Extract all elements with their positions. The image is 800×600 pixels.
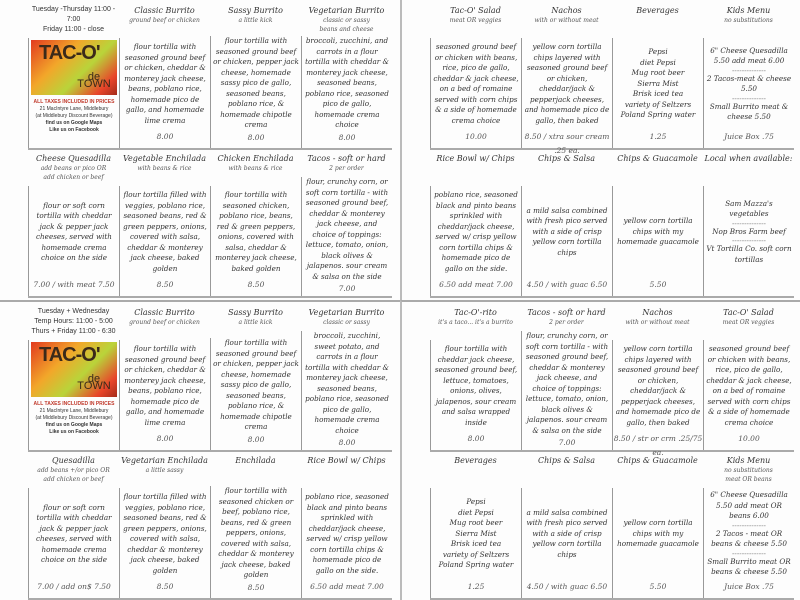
menu-page	[400, 0, 800, 300]
logo-text: TAC-O'	[39, 344, 100, 366]
item-description	[703, 186, 794, 278]
item-header	[430, 2, 521, 38]
item-price: 4.50 / with guac 6.50	[521, 580, 612, 598]
info-line: find us on Google Maps	[45, 120, 103, 126]
divider: --------------	[731, 218, 766, 228]
item-description	[119, 186, 210, 278]
item-title: Vegetarian Burrito	[308, 308, 385, 317]
description-line: Sierra Mist	[455, 528, 497, 538]
item-price: 8.50	[119, 278, 210, 296]
item-subtitle: with beans & rice	[137, 165, 192, 172]
description-line: flour or soft corn tortilla with cheddar jack & pepper jack cheeses, served with homemade crema choice on the side	[36, 502, 112, 564]
item-title: Rice Bowl w/ Chips	[307, 456, 386, 465]
item-description	[119, 488, 210, 580]
info	[28, 38, 119, 148]
description-line: Pepsi	[648, 47, 668, 57]
menu-item	[703, 304, 794, 450]
menu-item	[210, 150, 301, 296]
description-line: seasoned ground beef or chicken with beans, rice, pico de gallo, cheddar & jack cheese, on a bed of romaine served with corn chips & a side of homemade crema choice	[706, 344, 792, 427]
description-line: flour tortilla with cheddar jack cheese, seasoned ground beef, lettuce, tomatoes, onions, olives, jalapenos, sour cream and salsa wrapped inside	[434, 344, 518, 427]
item-price: 4.50 / with guac 6.50	[521, 278, 612, 296]
menu-item	[28, 2, 119, 148]
info-line: (at Middlebury Discount Beverage)	[35, 113, 113, 119]
menu-item	[119, 2, 210, 148]
item-price	[703, 278, 794, 296]
item-price: 1.25	[430, 580, 521, 598]
menu-item	[301, 304, 392, 450]
item-subtitle: classic or sassy	[323, 319, 370, 326]
info-line: (at Middlebury Discount Beverage)	[35, 415, 113, 421]
item-subtitle: add beans or pico OR	[40, 165, 107, 172]
menu-item	[119, 304, 210, 450]
item-subtitle: ground beef or chicken	[129, 17, 200, 24]
item-header	[521, 2, 612, 38]
item-title: Nachos	[642, 308, 673, 317]
menu-item	[28, 452, 119, 598]
description-line: diet Pepsi	[640, 57, 676, 67]
item-description	[28, 186, 119, 278]
description-line: yellow corn tortilla chips layered with seasoned ground beef or chicken, cheddar/jack & pepperjack cheeses, and homemade pico de gallo, then baked	[524, 42, 610, 125]
menu-row	[430, 304, 794, 457]
description-line: yellow corn tortilla chips with my homemade guacamole	[617, 216, 699, 247]
description-line: flour tortilla with seasoned ground beef or chicken, pepper jack cheese, homemade sassy pico de gallo, seasoned beans, poblano rice, & homemade chipotle crema	[213, 36, 299, 130]
description-line: Sierra Mist	[637, 78, 679, 88]
menu-item	[210, 452, 301, 598]
item-price: 8.00	[430, 432, 521, 450]
description-line: broccoli, zucchini, sweet potato, and carrots in a flour tortilla with cheddar & monterey jack cheese, seasoned beans, poblano rice, seasoned pico de gallo, homemade crema choice	[305, 331, 389, 435]
item-title: Rice Bowl w/ Chips	[436, 154, 515, 163]
item-header	[301, 2, 392, 36]
tax-notice: ALL TAXES INCLUDED IN PRICES	[33, 401, 115, 407]
hours-line: Friday 11:00 - close	[43, 26, 104, 33]
item-description	[430, 38, 521, 130]
menu-item	[612, 150, 703, 296]
description-line: yellow corn tortilla chips with my homemade guacamole	[617, 518, 699, 549]
description-line: flour or soft corn tortilla with cheddar jack & pepper jack cheeses, served with homemade crema choice on the side	[36, 200, 112, 262]
item-description	[521, 488, 612, 580]
item-description	[521, 186, 612, 278]
item-header	[210, 2, 301, 36]
item-description	[119, 38, 210, 130]
item-description	[301, 36, 392, 131]
menu-item	[521, 452, 612, 598]
item-title: Nachos	[551, 6, 582, 15]
hours-line: Tuesday + Wednesday	[37, 308, 110, 315]
item-price: 8.00	[119, 432, 210, 450]
item-subtitle: with or without meat	[534, 17, 599, 24]
item-subtitle: it's a taco... it's a burrito	[438, 319, 513, 326]
menu-item	[119, 452, 210, 598]
hours-line: Thurs + Friday 11:00 - 6:30	[31, 328, 116, 335]
item-description	[210, 338, 301, 433]
info-line: Like us on Facebook	[49, 127, 99, 133]
item-title: Chicken Enchilada	[217, 154, 294, 163]
item-description	[210, 486, 301, 581]
description-line: Brisk iced tea	[450, 539, 502, 549]
description-line: 2 Tacos - meat OR beans & cheese 5.50	[711, 528, 787, 549]
divider: --------------	[731, 93, 766, 103]
item-price: 10.00	[703, 432, 794, 450]
item-subtitle: beans and cheese	[319, 26, 374, 33]
item-title: Chips & Salsa	[538, 154, 595, 163]
item-description	[703, 488, 794, 580]
item-title: Sassy Burrito	[228, 6, 283, 15]
info-line: find us on Google Maps	[45, 422, 103, 428]
item-header	[703, 452, 794, 488]
item-title: Chips & Salsa	[538, 456, 595, 465]
item-subtitle: add beans +/or pico OR	[37, 467, 110, 474]
description-line: poblano rice, seasoned black and pinto beans sprinkled with cheddar/jack cheese, served w/ crisp yellow corn tortilla chips & homemade pico de gallo on the side.	[305, 492, 389, 575]
item-header	[703, 150, 794, 186]
item-title: Kids Menu	[726, 6, 771, 15]
menu-item	[430, 304, 521, 450]
item-header	[210, 150, 301, 186]
description-line: flour tortilla filled with veggies, poblano rice, seasoned beans, red & green peppers, onions, covered with salsa, cheddar & monterey jack cheese, baked golden	[123, 190, 207, 273]
item-title: Tacos - soft or hard	[307, 154, 386, 163]
menu-item	[210, 304, 301, 450]
item-price: 6.50 add meat 7.00	[301, 580, 392, 598]
item-description	[612, 186, 703, 278]
item-title: Vegetarian Burrito	[308, 6, 385, 15]
item-subtitle: meat OR veggies	[449, 17, 502, 24]
item-subtitle: 2 per order	[329, 165, 364, 172]
description-line: 6" Cheese Quesadilla 5.50 add meat OR beans 6.00	[710, 490, 788, 521]
item-description	[430, 340, 521, 432]
item-description	[28, 488, 119, 580]
item-description	[301, 331, 392, 436]
menu-item	[703, 150, 794, 296]
item-description	[301, 488, 392, 580]
info-line: 21 MacIntyre Lane, Middlebury	[39, 408, 109, 414]
info-line: Like us on Facebook	[49, 429, 99, 435]
item-price: 8.50	[119, 580, 210, 598]
item-header	[612, 150, 703, 186]
hours-line: Temp Hours: 11:00 - 5:00	[34, 318, 113, 325]
description-line: flour tortilla with seasoned ground beef or chicken, cheddar & monterey jack cheese, beans, poblano rice, homemade pico de gallo, and homemade lime crema	[124, 344, 206, 427]
hours-line: 7:00	[66, 16, 81, 23]
item-price: 8.50 / xtra sour cream .25 ea.	[521, 130, 612, 148]
item-title: Classic Burrito	[134, 308, 195, 317]
item-description	[612, 488, 703, 580]
hours	[28, 304, 119, 340]
item-subtitle: meat OR beans	[725, 476, 772, 483]
menu-item	[612, 452, 703, 598]
menu-row	[28, 452, 392, 600]
description-line: diet Pepsi	[458, 507, 494, 517]
item-price: 8.00	[119, 130, 210, 148]
divider: --------------	[731, 548, 766, 558]
description-line: flour tortilla with seasoned ground beef or chicken, cheddar & monterey jack cheese, beans, poblano rice, homemade pico de gallo, and homemade lime crema	[124, 42, 206, 125]
item-header	[521, 452, 612, 488]
description-line: Small Burrito meat OR beans & cheese 5.50	[707, 556, 791, 577]
menu-item	[430, 452, 521, 598]
item-title: Beverages	[454, 456, 497, 465]
description-line: 2 Tacos-meat & cheese 5.50	[706, 73, 792, 93]
item-title: Enchilada	[235, 456, 276, 465]
item-description	[612, 38, 703, 130]
item-description	[210, 186, 301, 278]
menu-item	[28, 304, 119, 450]
item-price: 8.50 / str or crm .25/75 ea.	[613, 434, 703, 457]
item-price: 7.00	[301, 282, 392, 296]
menu-item	[430, 150, 521, 296]
item-title: Cheese Quesadilla	[35, 154, 111, 163]
item-description	[119, 340, 210, 432]
description-line: Nop Bros Farm beef	[712, 226, 786, 236]
item-description	[301, 177, 392, 282]
item-price: 8.00	[301, 131, 392, 148]
menu-item	[28, 150, 119, 296]
item-header	[521, 150, 612, 186]
item-description	[430, 186, 521, 278]
item-subtitle: classic or sassy	[323, 17, 370, 24]
item-header	[119, 304, 210, 340]
item-subtitle: ground beef or chicken	[129, 319, 200, 326]
item-subtitle: with beans & rice	[228, 165, 283, 172]
item-subtitle: with or without meat	[625, 319, 690, 326]
item-price: 8.00	[210, 131, 301, 148]
logo	[31, 40, 117, 95]
item-description	[612, 340, 703, 432]
item-title: Vegetarian Enchilada	[121, 456, 208, 465]
item-subtitle: a little sassy	[145, 467, 184, 474]
item-price: 8.50	[210, 278, 301, 296]
item-title: Quesadilla	[52, 456, 95, 465]
item-header	[703, 2, 794, 38]
item-header	[703, 304, 794, 340]
description-line: yellow corn tortilla chips layered with seasoned ground beef or chicken, cheddar/jack & pepperjack cheeses, and homemade pico de gallo, then baked	[615, 344, 701, 427]
info-line: 21 MacIntyre Lane, Middlebury	[39, 106, 109, 112]
menu-row	[28, 304, 392, 452]
item-title: Tac-O'-rito	[454, 308, 497, 317]
item-price: 8.00	[301, 436, 392, 450]
menu-item	[521, 150, 612, 296]
item-price: Juice Box .75	[703, 130, 794, 148]
item-description	[521, 331, 612, 436]
item-description	[430, 488, 521, 580]
item-header	[521, 304, 612, 331]
item-price: 1.25	[612, 130, 703, 148]
description-line: variety of Seltzers	[624, 99, 692, 109]
description-line: flour, crunchy corn, or soft corn tortilla - with seasoned ground beef, cheddar & monterey jack cheese, and choice of toppings: lettuce, tomato, onion, black olives & jalapenos. sour cream & salsa on the side	[305, 177, 389, 281]
item-price: 5.50	[612, 580, 703, 598]
item-title: Chips & Guacamole	[617, 154, 698, 163]
description-line: broccoli, zucchini, and carrots in a flour tortilla with cheddar & monterey jack cheese, seasoned beans, poblano rice, seasoned pico de gallo, homemade crema choice	[305, 36, 389, 130]
item-title: Beverages	[636, 6, 679, 15]
item-subtitle: 2 per order	[549, 319, 584, 326]
item-subtitle: meat OR veggies	[722, 319, 775, 326]
logo-text: de TOWN	[77, 373, 111, 392]
description-line: flour, crunchy corn, or soft corn tortilla - with seasoned ground beef, cheddar & monterey jack cheese, and choice of toppings: lettuce, tomato, onion, black olives & jalapenos. sour cream & salsa on the side	[525, 331, 609, 435]
item-header	[210, 452, 301, 486]
menu-item	[119, 150, 210, 296]
description-line: poblano rice, seasoned black and pinto beans sprinkled with cheddar/jack cheese, served w/ crisp yellow corn tortilla chips & homemade pico de gallo on the side.	[434, 190, 518, 273]
item-title: Vegetable Enchilada	[123, 154, 206, 163]
logo-text: TAC-O'	[39, 42, 100, 64]
item-description	[703, 340, 794, 432]
item-subtitle: a little kick	[238, 319, 273, 326]
menu-item	[703, 452, 794, 598]
menu-item	[430, 2, 521, 148]
description-line: seasoned ground beef or chicken with beans, rice, pico de gallo, cheddar & jack cheese, on a bed of romaine served with corn chips & a side of homemade crema choice	[433, 42, 519, 125]
divider: --------------	[731, 65, 766, 75]
menu-row	[430, 452, 794, 600]
description-line: Mug root beer	[449, 518, 503, 528]
menu-page	[400, 300, 800, 600]
menu-item	[301, 150, 392, 296]
item-price: 5.50	[612, 278, 703, 296]
menu-item	[301, 452, 392, 598]
menu-item	[612, 2, 703, 148]
item-title: Tac-O' Salad	[450, 6, 501, 15]
item-header	[301, 150, 392, 177]
item-title: Chips & Guacamole	[617, 456, 698, 465]
hours	[28, 2, 119, 38]
menu-item	[521, 2, 612, 155]
description-line: a mild salsa combined with fresh pico served with a side of crisp yellow corn tortilla chips	[526, 205, 608, 257]
menu-row	[430, 150, 794, 298]
description-line: 6" Cheese Quesadilla 5.50 add meat 6.00	[710, 45, 788, 65]
item-header	[612, 2, 703, 38]
item-price: 6.50 add meat 7.00	[430, 278, 521, 296]
divider: --------------	[731, 520, 766, 530]
item-header	[119, 2, 210, 38]
item-subtitle: add chicken or beef	[43, 174, 104, 181]
tax-notice: ALL TAXES INCLUDED IN PRICES	[33, 99, 115, 105]
item-header	[430, 452, 521, 488]
menu-item	[521, 304, 612, 450]
item-subtitle: no substitutions	[724, 17, 773, 24]
item-title: Tacos - soft or hard	[527, 308, 606, 317]
description-line: Poland Spring water	[620, 110, 696, 120]
item-header	[430, 304, 521, 340]
description-line: Sam Mazza's vegetables	[725, 198, 773, 219]
item-price: 8.50	[210, 581, 301, 598]
item-header	[210, 304, 301, 338]
description-line: Pepsi	[466, 497, 486, 507]
item-title: Local when available:	[704, 154, 793, 163]
description-line: Brisk iced tea	[632, 89, 684, 99]
description-line: flour tortilla with seasoned ground beef or chicken, pepper jack cheese, homemade sassy pico de gallo, seasoned beans, poblano rice, & homemade chipotle crema	[213, 338, 299, 432]
description-line: Vt Tortilla Co. soft corn tortillas	[706, 244, 792, 264]
description-line: flour tortilla with seasoned chicken, poblano rice, beans, red & green peppers, onions, covered with salsa, cheddar & monterey jack cheese, baked golden	[215, 190, 297, 273]
item-header	[430, 150, 521, 186]
item-header	[119, 452, 210, 488]
item-header	[301, 452, 392, 488]
item-price: Juice Box .75	[703, 580, 794, 598]
item-title: Tac-O' Salad	[723, 308, 774, 317]
logo	[31, 342, 117, 397]
item-header	[612, 304, 703, 340]
item-description	[210, 36, 301, 131]
item-description	[521, 38, 612, 130]
item-price: 7.00 / add on$ 7.50	[28, 580, 119, 598]
item-header	[28, 452, 119, 488]
item-price: 8.00	[210, 433, 301, 450]
item-title: Kids Menu	[726, 456, 771, 465]
item-price: 7.00	[521, 436, 612, 450]
description-line: Poland Spring water	[438, 560, 514, 570]
menu-row	[28, 150, 392, 298]
item-header	[119, 150, 210, 186]
menu-item	[612, 304, 703, 457]
menu-item	[703, 2, 794, 148]
description-line: flour tortilla with seasoned chicken or beef, poblano rice, beans, red & green peppers, onions, covered with salsa, cheddar & monterey jack cheese, baked golden	[218, 486, 294, 580]
logo-text: de TOWN	[77, 71, 111, 90]
description-line: variety of Seltzers	[442, 549, 510, 559]
divider: --------------	[731, 236, 766, 246]
item-subtitle: a little kick	[238, 17, 273, 24]
item-title: Sassy Burrito	[228, 308, 283, 317]
description-line: Small Burrito meat & cheese 5.50	[709, 101, 789, 121]
info	[28, 340, 119, 450]
item-title: Classic Burrito	[134, 6, 195, 15]
menu-row	[28, 2, 392, 150]
item-header	[301, 304, 392, 331]
item-price: 7.00 / with meat 7.50	[28, 278, 119, 296]
item-subtitle: no substitutions	[724, 467, 773, 474]
menu-item	[210, 2, 301, 148]
menu-page	[0, 300, 400, 600]
description-line: flour tortilla filled with veggies, poblano rice, seasoned beans, red & green peppers, onions, covered with salsa, cheddar & monterey jack cheese, baked golden	[123, 492, 207, 575]
item-header	[612, 452, 703, 488]
description-line: Mug root beer	[631, 68, 685, 78]
item-description	[703, 38, 794, 130]
item-header	[28, 150, 119, 186]
item-subtitle: add chicken or beef	[43, 476, 104, 483]
menu-page	[0, 0, 400, 300]
item-price: 10.00	[430, 130, 521, 148]
menu-row	[430, 2, 794, 155]
description-line: a mild salsa combined with fresh pico served with a side of crisp yellow corn tortilla chips	[526, 507, 608, 559]
menu-item	[301, 2, 392, 148]
hours-line: Tuesday -Thursday 11:00 -	[31, 6, 116, 13]
